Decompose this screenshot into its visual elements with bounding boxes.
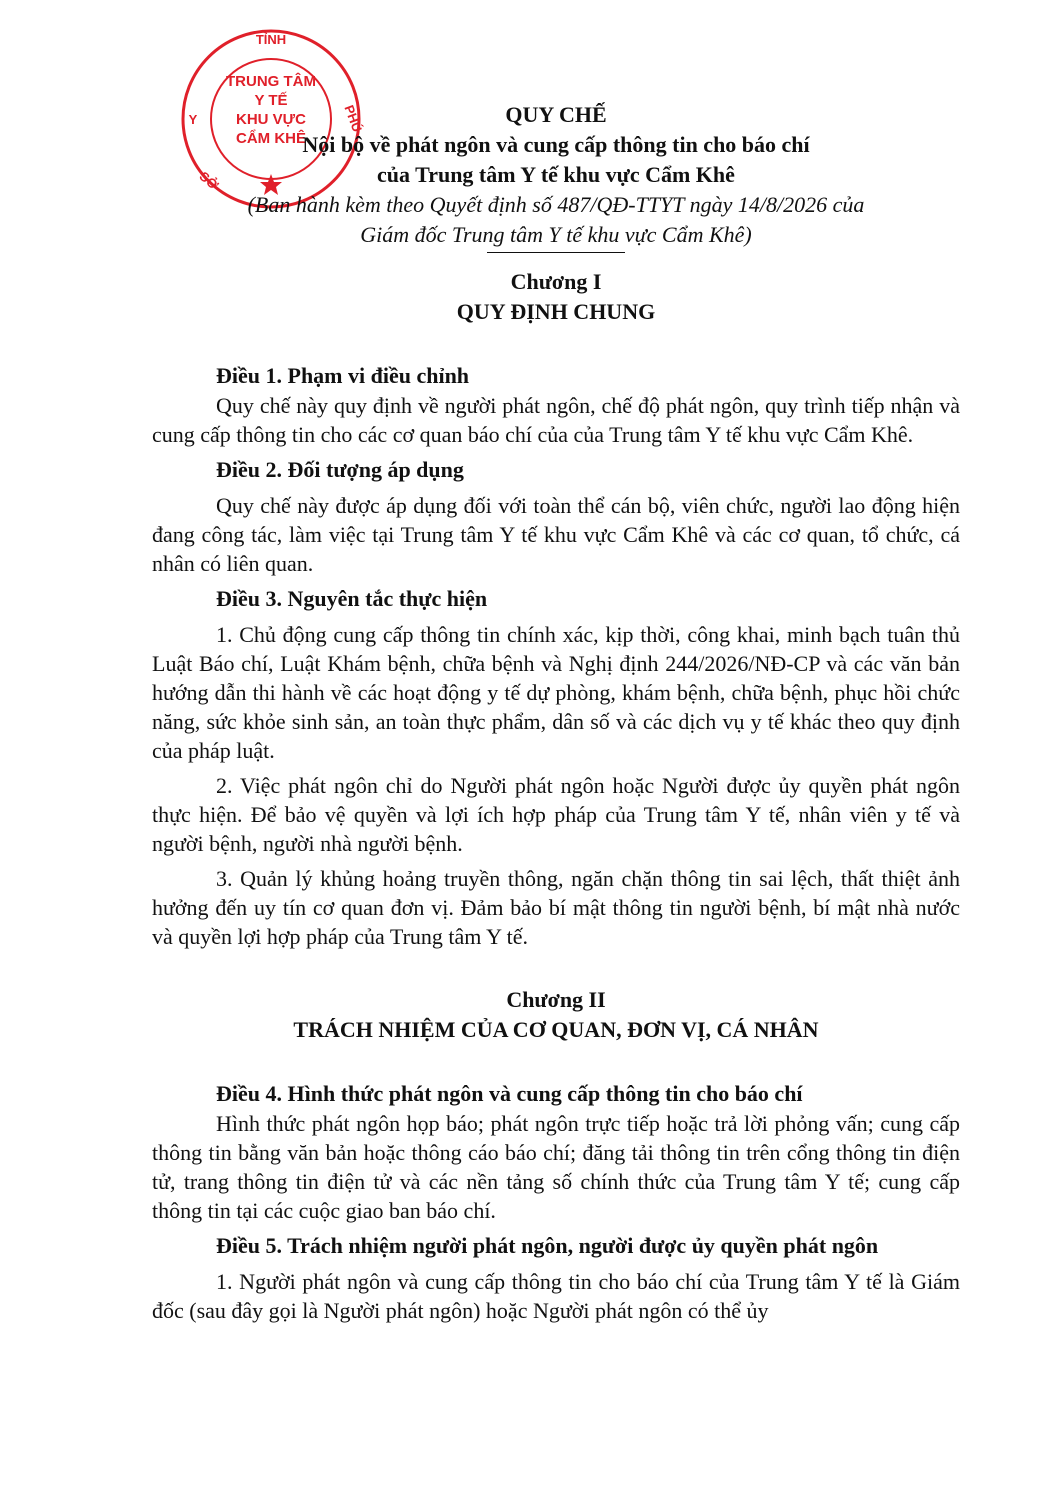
chapter-1-title: QUY ĐỊNH CHUNG <box>456 299 656 324</box>
seal-center-line4: CẨM KHÊ <box>236 130 306 147</box>
seal-ring-left: Y <box>188 112 198 127</box>
seal-center-line1: TRUNG TÂM <box>226 73 316 90</box>
article-4-heading: Điều 4. Hình thức phát ngôn và cung cấp thông tin cho báo chí <box>216 1081 803 1106</box>
chapter-2-title: TRÁCH NHIỆM CỦA CƠ QUAN, ĐƠN VỊ, CÁ NHÂN <box>293 1017 819 1042</box>
seal-ring-right: PHÚ <box>341 102 365 134</box>
seal-ring-top: TỈNH <box>255 32 287 47</box>
article-1-paragraph: Quy chế này quy định về người phát ngôn, chế độ phát ngôn, quy trình tiếp nhận và cung cấp thông tin cho các cơ quan báo chí của của Trung tâm Y tế khu vực Cẩm Khê. <box>152 393 960 447</box>
document-body <box>152 100 960 1325</box>
seal-center-line3: KHU VỰC <box>236 111 306 128</box>
issued-note-line2: Giám đốc Trung tâm Y tế khu vực Cẩm Khê) <box>360 222 752 247</box>
issued-note-line1: (Ban hành kèm theo Quyết định số 487/QĐ-TTYT ngày 14/8/2026 của <box>247 192 865 217</box>
chapter-1-label: Chương I <box>510 269 602 294</box>
article-2-paragraph: Quy chế này được áp dụng đối với toàn thể cán bộ, viên chức, người lao động hiện đang công tác, làm việc tại Trung tâm Y tế khu vực Cẩm Khê và các cơ quan, tổ chức, cá nhân có liên quan. <box>152 493 960 576</box>
article-5-paragraph-1: 1. Người phát ngôn và cung cấp thông tin cho báo chí của Trung tâm Y tế là Giám đốc (sau đây gọi là Người phát ngôn) hoặc Người phát ngôn có thể ủy <box>152 1269 960 1323</box>
chapter-2 <box>152 985 960 1325</box>
article-3-paragraph-1: 1. Chủ động cung cấp thông tin chính xác, kịp thời, công khai, minh bạch tuân thủ Luật Báo chí, Luật Khám bệnh, chữa bệnh và Nghị định 244/2026/NĐ-CP và các văn bản hướng dẫn thi hành về các hoạt động y tế dự phòng, khám bệnh, chữa bệnh, phục hồi chức năng, sức khỏe sinh sản, an toàn thực phẩm, dân số và các dịch vụ y tế khác theo quy định của pháp luật. <box>152 622 960 763</box>
article-3-paragraph-2: 2. Việc phát ngôn chỉ do Người phát ngôn hoặc Người được ủy quyền phát ngôn thực hiện. Để bảo vệ quyền và lợi ích hợp pháp của Trung tâm Y tế, nhân viên y tế và người bệnh, người nhà người bệnh. <box>152 773 960 856</box>
document-subtitle-line1: Nội bộ về phát ngôn và cung cấp thông tin cho báo chí <box>302 132 810 157</box>
document-title: QUY CHẾ <box>505 102 607 127</box>
document-header <box>152 100 960 253</box>
article-1-heading: Điều 1. Phạm vi điều chỉnh <box>216 363 470 388</box>
article-2-heading: Điều 2. Đối tượng áp dụng <box>216 457 464 482</box>
seal-center-line2: Y TẾ <box>254 92 288 109</box>
article-3-paragraph-3: 3. Quản lý khủng hoảng truyền thông, ngăn chặn thông tin sai lệch, thất thiệt ảnh hưởng đến uy tín cơ quan đơn vị. Đảm bảo bí mật thông tin người bệnh, bí mật nhà nước và quyền lợi hợp pháp của Trung tâm Y tế. <box>152 866 960 949</box>
chapter-1 <box>152 267 960 951</box>
chapter-2-label: Chương II <box>506 987 606 1012</box>
article-3-heading: Điều 3. Nguyên tắc thực hiện <box>216 586 488 611</box>
seal-ring-bottom-left: SỞ <box>196 168 222 193</box>
article-4-paragraph: Hình thức phát ngôn họp báo; phát ngôn trực tiếp hoặc trả lời phỏng vấn; cung cấp thông tin bằng văn bản hoặc thông cáo báo chí; đăng tải thông tin trên cổng thông tin điện tử, trang thông tin điện tử và các nền tảng số chính thức của Trung tâm Y tế; cung cấp thông tin tại các cuộc giao ban báo chí. <box>152 1111 960 1223</box>
document-subtitle-line2: của Trung tâm Y tế khu vực Cẩm Khê <box>377 162 735 187</box>
article-5-heading: Điều 5. Trách nhiệm người phát ngôn, người được ủy quyền phát ngôn <box>216 1233 879 1258</box>
